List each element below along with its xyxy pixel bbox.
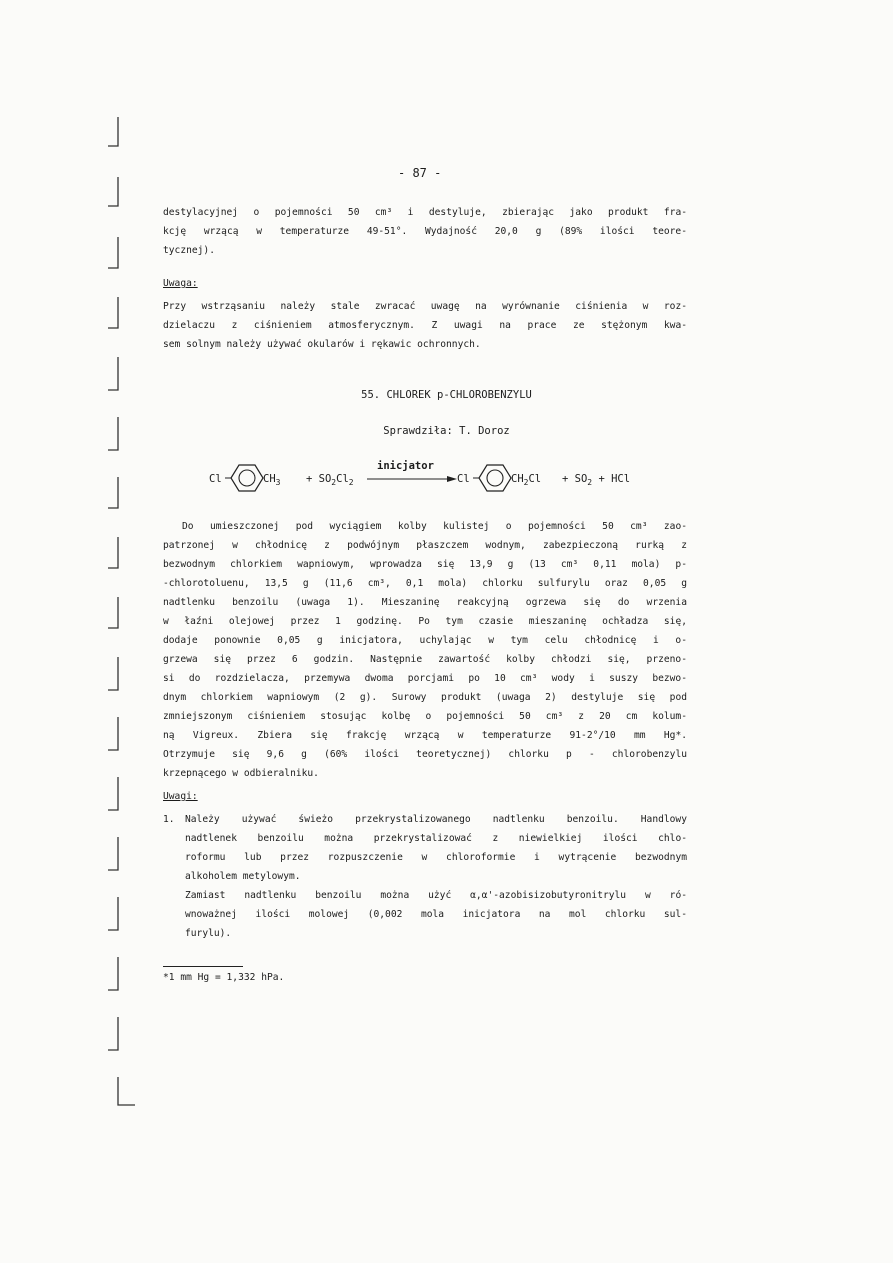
binding-marks: [0, 0, 140, 1263]
note-item-line: Zamiast nadtlenku benzoilu można użyć α,α'-azobisizobutyronitrylu w ró-: [185, 890, 687, 901]
page-number: - 87 -: [398, 166, 442, 180]
intro-line: tycznej).: [163, 245, 215, 256]
byproducts: + $SO_2$ + HCl: [562, 473, 631, 487]
procedure-line: nadtlenku benzoilu (uwaga 1). Mieszaninę reakcyjną ogrzewa się do wrzenia: [163, 597, 687, 608]
note-item-line: wnoważnej ilości molowej (0,002 mola inicjatora na mol chlorku sul-: [185, 909, 687, 920]
note-item-line: Należy używać świeżo przekrystalizowanego nadtlenku benzoilu. Handlowy: [185, 814, 687, 825]
reagent-sulfuryl-chloride: + $SO_2Cl_2$: [306, 473, 354, 487]
note-line: Przy wstrząsaniu należy stale zwracać uwagę na wyrównanie ciśnienia w roz-: [163, 301, 687, 312]
procedure-line: -chlorotoluenu, 13,5 g (11,6 cm³, 0,1 mola) chlorku sulfurylu oraz 0,05 g: [163, 578, 687, 589]
procedure-line: dnym chlorkiem wapniowym (2 g). Surowy produkt (uwaga 2) destyluje się pod: [163, 692, 687, 703]
note-item-line: alkoholem metylowym.: [185, 871, 301, 882]
footnote: *1 mm Hg = 1,332 hPa.: [163, 972, 285, 983]
reactant-methyl: $CH_3$: [263, 473, 281, 487]
procedure-line: Otrzymuje się 9,6 g (60% ilości teoretycznej) chlorku p - chlorobenzylu: [163, 749, 687, 760]
procedure-line: krzepnącego w odbieralniku.: [163, 768, 319, 779]
product-chlorine: Cl: [457, 473, 470, 485]
note-line: sem solnym należy używać okularów i rękawic ochronnych.: [163, 339, 481, 350]
checked-by: Sprawdziła: T. Doroz: [383, 425, 510, 437]
section-title: 55. CHLOREK p-CHLOROBENZYLU: [361, 389, 532, 401]
note-item-line: furylu).: [185, 928, 232, 939]
benzene-ring-icon: [479, 465, 511, 491]
procedure-line: dodaje ponownie 0,05 g inicjatora, uchylając w tym celu chłodnicę i o-: [163, 635, 687, 646]
procedure-line: w łaźni olejowej przez 1 godzinę. Po tym czasie mieszaninę ochładza się,: [163, 616, 687, 627]
footnote-rule: [163, 966, 243, 967]
reaction-scheme: [195, 455, 665, 499]
product-chloromethyl: $CH_2Cl$: [511, 473, 542, 487]
benzene-ring-icon: [231, 465, 263, 491]
note-item-line: roformu lub przez rozpuszczenie w chloroformie i wytrącenie bezwodnym: [185, 852, 687, 863]
intro-line: kcję wrzącą w temperaturze 49-51°. Wydajność 20,0 g (89% ilości teore-: [163, 226, 687, 237]
arrow-label: inicjator: [377, 460, 434, 472]
note-number: 1.: [163, 814, 175, 825]
note-item-line: nadtlenek benzoilu można przekrystalizować z niewielkiej ilości chlo-: [185, 833, 687, 844]
intro-line: destylacyjnej o pojemności 50 cm³ i destyluje, zbierając jako produkt fra-: [163, 207, 687, 218]
procedure-line: si do rozdzielacza, przemywa dwoma porcjami po 10 cm³ wody i suszy bezwo-: [163, 673, 687, 684]
procedure-line: zmniejszonym ciśnieniem stosując kolbę o pojemności 50 cm³ z 20 cm kolum-: [163, 711, 687, 722]
procedure-line: bezwodnym chlorkiem wapniowym, wprowadza się 13,9 g (13 cm³ 0,11 mola) p-: [163, 559, 687, 570]
procedure-line: grzewa się przez 6 godzin. Następnie zawartość kolby chłodzi się, przeno-: [163, 654, 687, 665]
procedure-line: patrzonej w chłodnicę z podwójnym płaszczem wodnym, zabezpieczoną rurką z: [163, 540, 687, 551]
reactant-chlorine: Cl: [209, 473, 222, 485]
notes-heading: Uwagi:: [163, 791, 198, 802]
note-line: dzielaczu z ciśnieniem atmosferycznym. Z uwagi na prace ze stężonym kwa-: [163, 320, 687, 331]
note-heading: Uwaga:: [163, 278, 198, 289]
procedure-line: ną Vigreux. Zbiera się frakcję wrzącą w temperaturze 91-2°/10 mm Hg*.: [163, 730, 687, 741]
procedure-line: Do umieszczonej pod wyciągiem kolby kulistej o pojemności 50 cm³ zao-: [182, 521, 687, 532]
